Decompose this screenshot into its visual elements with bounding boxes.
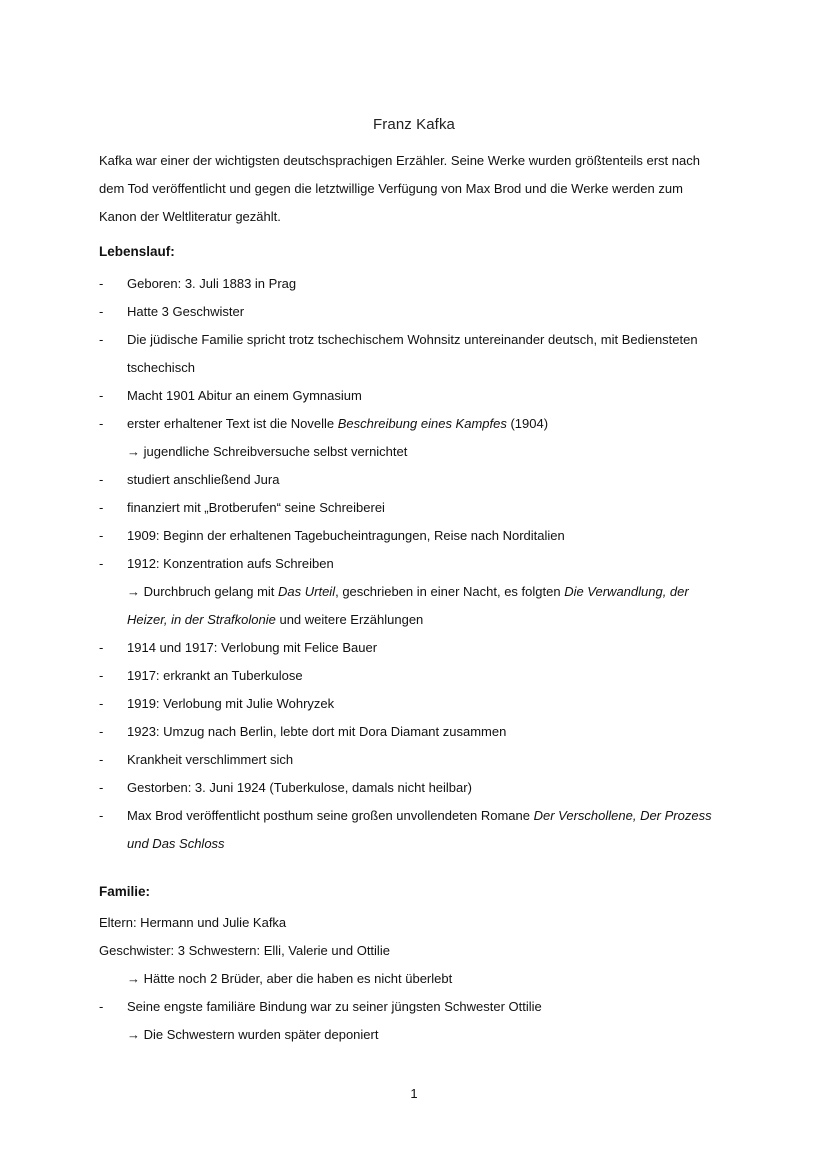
list-item: Eltern: Hermann und Julie Kafka [99,915,287,930]
item-text: → Durchbruch gelang mit [127,584,279,599]
list-item: - 1919: Verlobung mit Julie Wohryzek [99,690,724,718]
work-title: Der Verschollene, Der Prozess und Das Schloss [127,808,712,851]
work-title: Das Urteil [278,584,336,599]
item-text: (1904) [506,416,549,431]
document-title: Franz Kafka [373,116,455,133]
work-title: Die Verwandlung, der Heizer, in der Strafkolonie [127,584,689,627]
familie-list [99,909,724,1049]
list-item: - Macht 1901 Abitur an einem Gymnasium [99,382,724,410]
work-title: Beschreibung eines Kampfes [337,416,507,431]
list-item: - Geboren: 3. Juli 1883 in Prag [99,270,724,298]
intro-paragraph: Kafka war einer der wichtigsten deutschsprachigen Erzähler. Seine Werke wurden größtenteils erst nach dem Tod veröffentlicht und gegen die letztwillige Verfügung von Max Brod und die Werke werden zum Kanon der Weltliteratur gezählt. [99,153,700,224]
arrow-note: → Hätte noch 2 Brüder, aber die haben es nicht überlebt [127,971,453,986]
list-item: - Die jüdische Familie spricht trotz tschechischem Wohnsitz untereinander deutsch, mit Bediensteten tschechisch [99,326,724,382]
list-item: - 1917: erkrankt an Tuberkulose [99,662,724,690]
list-item [99,802,724,858]
list-item: - 1912: Konzentration aufs Schreiben [99,550,724,578]
lebenslauf-list [99,270,724,858]
arrow-note: → jugendliche Schreibversuche selbst vernichtet [127,444,408,459]
list-item: - Seine engste familiäre Bindung war zu seiner jüngsten Schwester Ottilie [99,993,724,1021]
list-item [99,410,724,438]
list-item: - 1923: Umzug nach Berlin, lebte dort mit Dora Diamant zusammen [99,718,724,746]
list-item: - 1909: Beginn der erhaltenen Tagebucheintragungen, Reise nach Norditalien [99,522,724,550]
list-item: - studiert anschließend Jura [99,466,724,494]
list-item: - finanziert mit „Brotberufen“ seine Schreiberei [99,494,724,522]
page-number: 1 [410,1086,418,1101]
item-text: Max Brod veröffentlicht posthum seine großen unvollendeten Romane [127,808,534,823]
familie-heading: Familie: [99,884,151,899]
list-item: - Hatte 3 Geschwister [99,298,724,326]
list-item: Geschwister: 3 Schwestern: Elli, Valerie und Ottilie [99,943,390,958]
lebenslauf-heading: Lebenslauf: [99,244,175,259]
list-item: - Krankheit verschlimmert sich [99,746,724,774]
list-item: - Gestorben: 3. Juni 1924 (Tuberkulose, damals nicht heilbar) [99,774,724,802]
arrow-note: → Die Schwestern wurden später deponiert [127,1027,379,1042]
arrow-note [99,578,724,634]
item-text: , geschrieben in einer Nacht, es folgten [335,584,565,599]
list-item: - 1914 und 1917: Verlobung mit Felice Bauer [99,634,724,662]
item-text: erster erhaltener Text ist die Novelle [127,416,338,431]
item-text: und weitere Erzählungen [275,612,424,627]
